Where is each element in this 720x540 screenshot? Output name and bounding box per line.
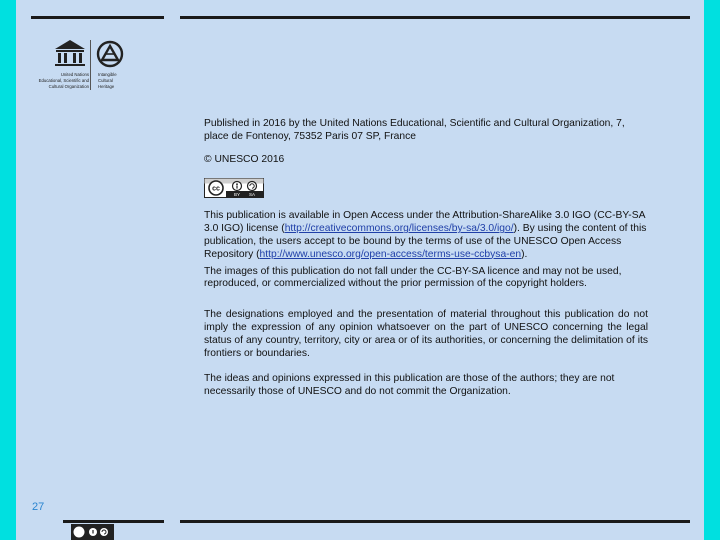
cc-by-sa-badge [204, 178, 648, 198]
cc-license-icon [204, 178, 264, 198]
copyright-line: © UNESCO 2016 [204, 153, 285, 165]
cc-letters: cc [212, 185, 220, 193]
page-number: 27 [32, 501, 45, 513]
logo-text-heritage: Intangible Cultural Heritage [98, 72, 117, 89]
creativecommons-link[interactable]: http://creativecommons.org/licenses/by-sa/3.0/igo/ [284, 223, 514, 235]
open-access-statement: This publication is available in Open Access under the Attribution-ShareAlike 3.0 IGO (CC-BY-SA 3.0 IGO) license (http://creativecommons.org/licenses/by-sa/3.0/igo/). By using the content of this publication, the users accept to be bound by the terms of use of the UNESCO Open Access Repository (http://www.unesco.org/open-access/terms-use-ccbysa-en). [204, 210, 647, 260]
ideas-statement: The ideas and opinions expressed in this publication are those of the authors; they are not necessarily those of UNESCO and do not commit the Organization. [204, 373, 615, 398]
cc-license-small-icon [71, 524, 114, 540]
imprint-text [204, 118, 648, 399]
bottom-rule-left [63, 520, 164, 523]
logo-divider [90, 40, 91, 90]
images-statement: The images of this publication do not fall under the CC-BY-SA licence and may not be used, reproduced, or commercialized without the prior permission of the copyright holders. [204, 265, 622, 290]
logo-text-organization: United Nations Educational, Scientific and Cultural Organization [38, 72, 89, 89]
bottom-rule-right [180, 520, 690, 523]
top-rule-right [180, 16, 690, 19]
designations-statement: The designations employed and the presentation of material throughout this publication do not imply the expression of any opinion whatsoever on the part of UNESCO concerning the legal status of any country, territory, city or area or of its authorities, or concerning the delimitation of its frontiers or boundaries. [204, 309, 648, 359]
sa-label: SA [248, 192, 256, 198]
by-label: BY [233, 192, 241, 198]
unesco-terms-link[interactable]: http://www.unesco.org/open-access/terms-use-ccbysa-en [259, 248, 522, 260]
intangible-heritage-icon [95, 40, 125, 70]
top-rule-left [31, 16, 164, 19]
published-statement: Published in 2016 by the United Nations Educational, Scientific and Cultural Organization, 7, place de Fontenoy, 75352 Paris 07 SP, France [204, 118, 625, 142]
unesco-ich-logo [33, 38, 133, 92]
unesco-temple-icon [53, 38, 87, 68]
